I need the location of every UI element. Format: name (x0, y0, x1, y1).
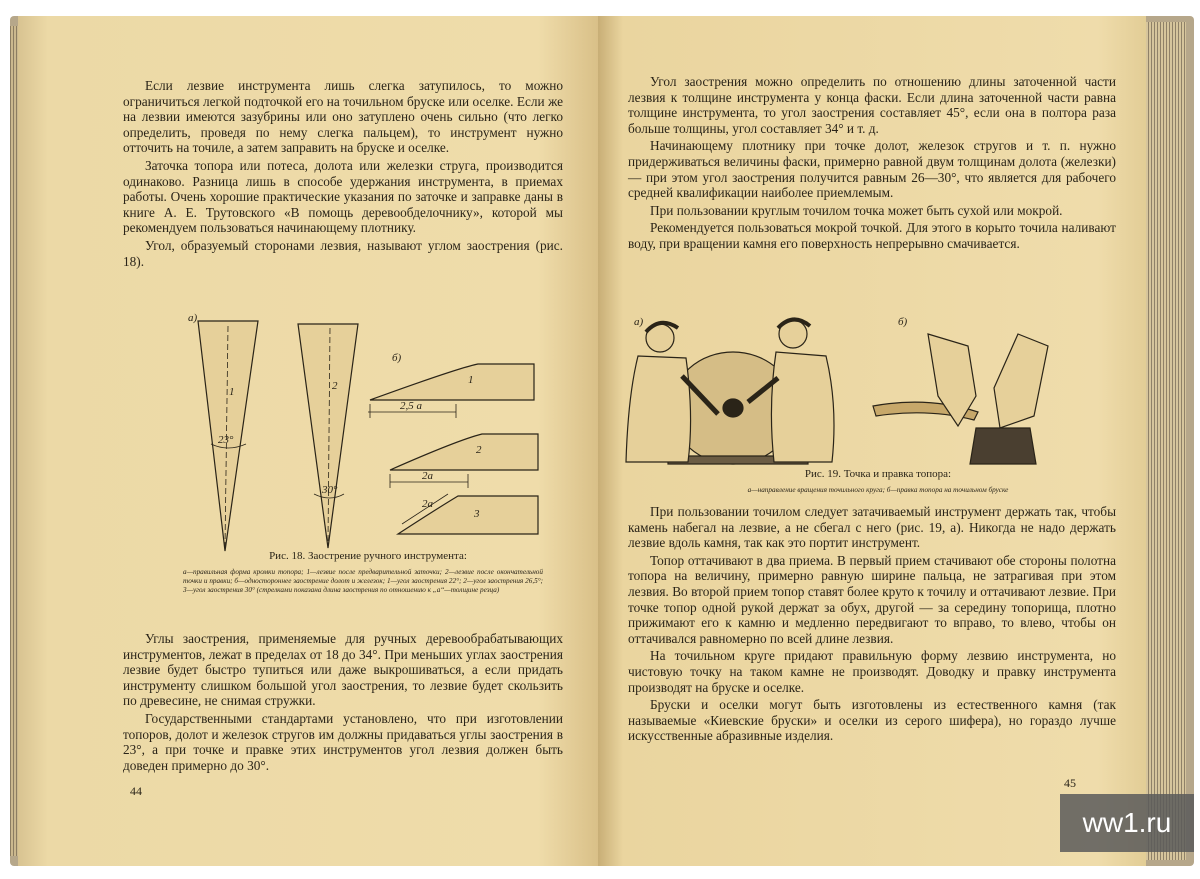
blade-1 (370, 364, 534, 400)
paragraph: Угол, образуемый сторонами лезвия, называют углом заострения (рис. 18). (123, 237, 563, 269)
paragraph: Рекомендуется пользоваться мокрой точкой. Для этого в корыто точила наливают воду, при вращении камня его поверхность непрерывно смачивается. (628, 220, 1116, 251)
blade-3 (398, 496, 538, 534)
angle-2-label: 30° (322, 484, 338, 496)
open-book (10, 16, 1194, 866)
figure-19-caption: Рис. 19. Точка и правка топора: (804, 468, 952, 480)
figure-19-drawing (598, 16, 1146, 476)
fig19-label-b: б) (898, 316, 908, 328)
blade-3-number: 3 (474, 508, 480, 520)
wedge-2-number: 2 (332, 380, 338, 392)
worker-1-body (626, 356, 691, 462)
fig18-label-b: б) (392, 352, 402, 364)
wedge-1-number: 1 (229, 386, 235, 398)
blade-2-number: 2 (476, 444, 482, 456)
paragraph: Угол заострения можно определить по отношению длины заточенной части лезвия к толщине инструмента у конца фаски. Если длина заточенной части равна толщине инструмента, то угол заострения составляет 45°, если она в полтора раза больше толщины, угол составляет 34° и т. д. (628, 74, 1116, 136)
hand-right (994, 334, 1048, 428)
figure-18-legend: а—правильная форма кромки топора; 1—лезвие после предварительной заточки; 2—лезвие после окончательной точки и правки; б—одностороннее заострение долот и железок; 1—угол заострения 22°; 2—угол заострения 26,5°; 3—угол заострения 30° (стрелками показана длина заострения по отношению к „а“—толщине резца) (183, 568, 543, 594)
wedge-2 (298, 324, 358, 548)
paragraph: Если лезвие инструмента лишь слегка затупилось, то можно ограничиться легкой подточкой его на точильном бруске или оселке. Если же на лезвии имеются зазубрины или оно затуплено очень сильно (что легко определить, проведя по нему слегка пальцем), то инструмент нужно отточить на точиле, а затем заправить на бруске и оселке. (123, 78, 563, 156)
blade-2 (390, 434, 538, 470)
left-text-bottom (123, 631, 563, 775)
paragraph: При пользовании точилом следует затачиваемый инструмент держать так, чтобы камень набегал на лезвие, а не сбегал с него (рис. 19, а). Никогда не надо держать лезвие вдоль камня, так как это портит инструмент. (628, 504, 1116, 551)
figure-18-caption: Рис. 18. Заострение ручного инструмента: (269, 550, 467, 562)
figure-19-legend: а—направление вращения точильного круга; б—правка топора на точильном бруске (747, 486, 1009, 494)
whetstone (970, 428, 1036, 464)
page-number-right: 45 (1064, 776, 1076, 790)
page-44 (18, 16, 598, 866)
right-text-bottom (628, 504, 1116, 746)
page-number-left: 44 (130, 784, 142, 798)
paragraph: Заточка топора или потеса, долота или железки струга, производится одинаково. Разница лишь в способе удержания инструмента, в приемах работы. Очень хорошие практические указания по заточке и заправке даны в книге А. Е. Трутовского «В помощь деревообделочнику», которой мы рекомендуем пользоваться начинающему плотнику. (123, 157, 563, 236)
book-page-edges (1146, 22, 1186, 860)
fig19-label-a: а) (634, 316, 644, 328)
dimension-3: 2а (422, 498, 433, 510)
dimension-2: 2а (422, 470, 433, 482)
watermark-logo: ww1.ru (1060, 794, 1194, 852)
angle-1-label: 23° (218, 434, 234, 446)
paragraph: Топор оттачивают в два приема. В первый прием стачивают обе стороны полотна топора на величину, примерно равную ширине пальца, не затрагивая при этом лезвия. Во второй прием топор ставят более круто к точилу и оттачивают лезвие. При точке топор одной рукой держат за обух, другой — за середину топорища, плотно прижимают его к камню и медленно передвигают то вправо, то влево, чтобы он оттачивался равномерно по всей длине лезвия. (628, 552, 1116, 646)
paragraph: Углы заострения, применяемые для ручных деревообрабатывающих инструментов, лежат в пределах от 18 до 34°. При меньших углах заострения лезвие будет быстро тупиться или даже выкрошиваться, а если придать инструменту слишком большой угол заострения, то лезвие будет скользить по древесине, не снимая стружки. (123, 631, 563, 709)
paragraph: На точильном круге придают правильную форму лезвию инструмента, но чистовую точку на таком камне не производят. Доводку и правку инструмента производят на бруске и оселке. (628, 648, 1116, 695)
blade-1-number: 1 (468, 374, 474, 386)
page-45 (598, 16, 1146, 866)
fig18-label-a: а) (188, 312, 198, 324)
worker-2-body (771, 352, 834, 462)
paragraph: При пользовании круглым точилом точка может быть сухой или мокрой. (650, 202, 1063, 218)
paragraph: Начинающему плотнику при точке долот, железок стругов и т. п. нужно придерживаться величины фаски, примерно равной двум толщинам долота (железки) — при этом угол заострения получится равным 26—30°, что является для рабочего средней квалификации наиболее приемлемым. (628, 138, 1116, 201)
dimension-1: 2,5 а (400, 400, 422, 412)
paragraph: Бруски и оселки могут быть изготовлены из естественного камня (так называемые «Киевские бруски» и оселки из серого шифера), но гораздо лучше искусственные абразивные изделия. (628, 697, 1116, 744)
paragraph: Государственными стандартами установлено, что при изготовлении топоров, долот и железок стругов им должны придаваться углы заострения в 23°, а при точке и правке этих инструментов угол лезвия должен быть доведен примерно до 30°. (123, 710, 563, 773)
